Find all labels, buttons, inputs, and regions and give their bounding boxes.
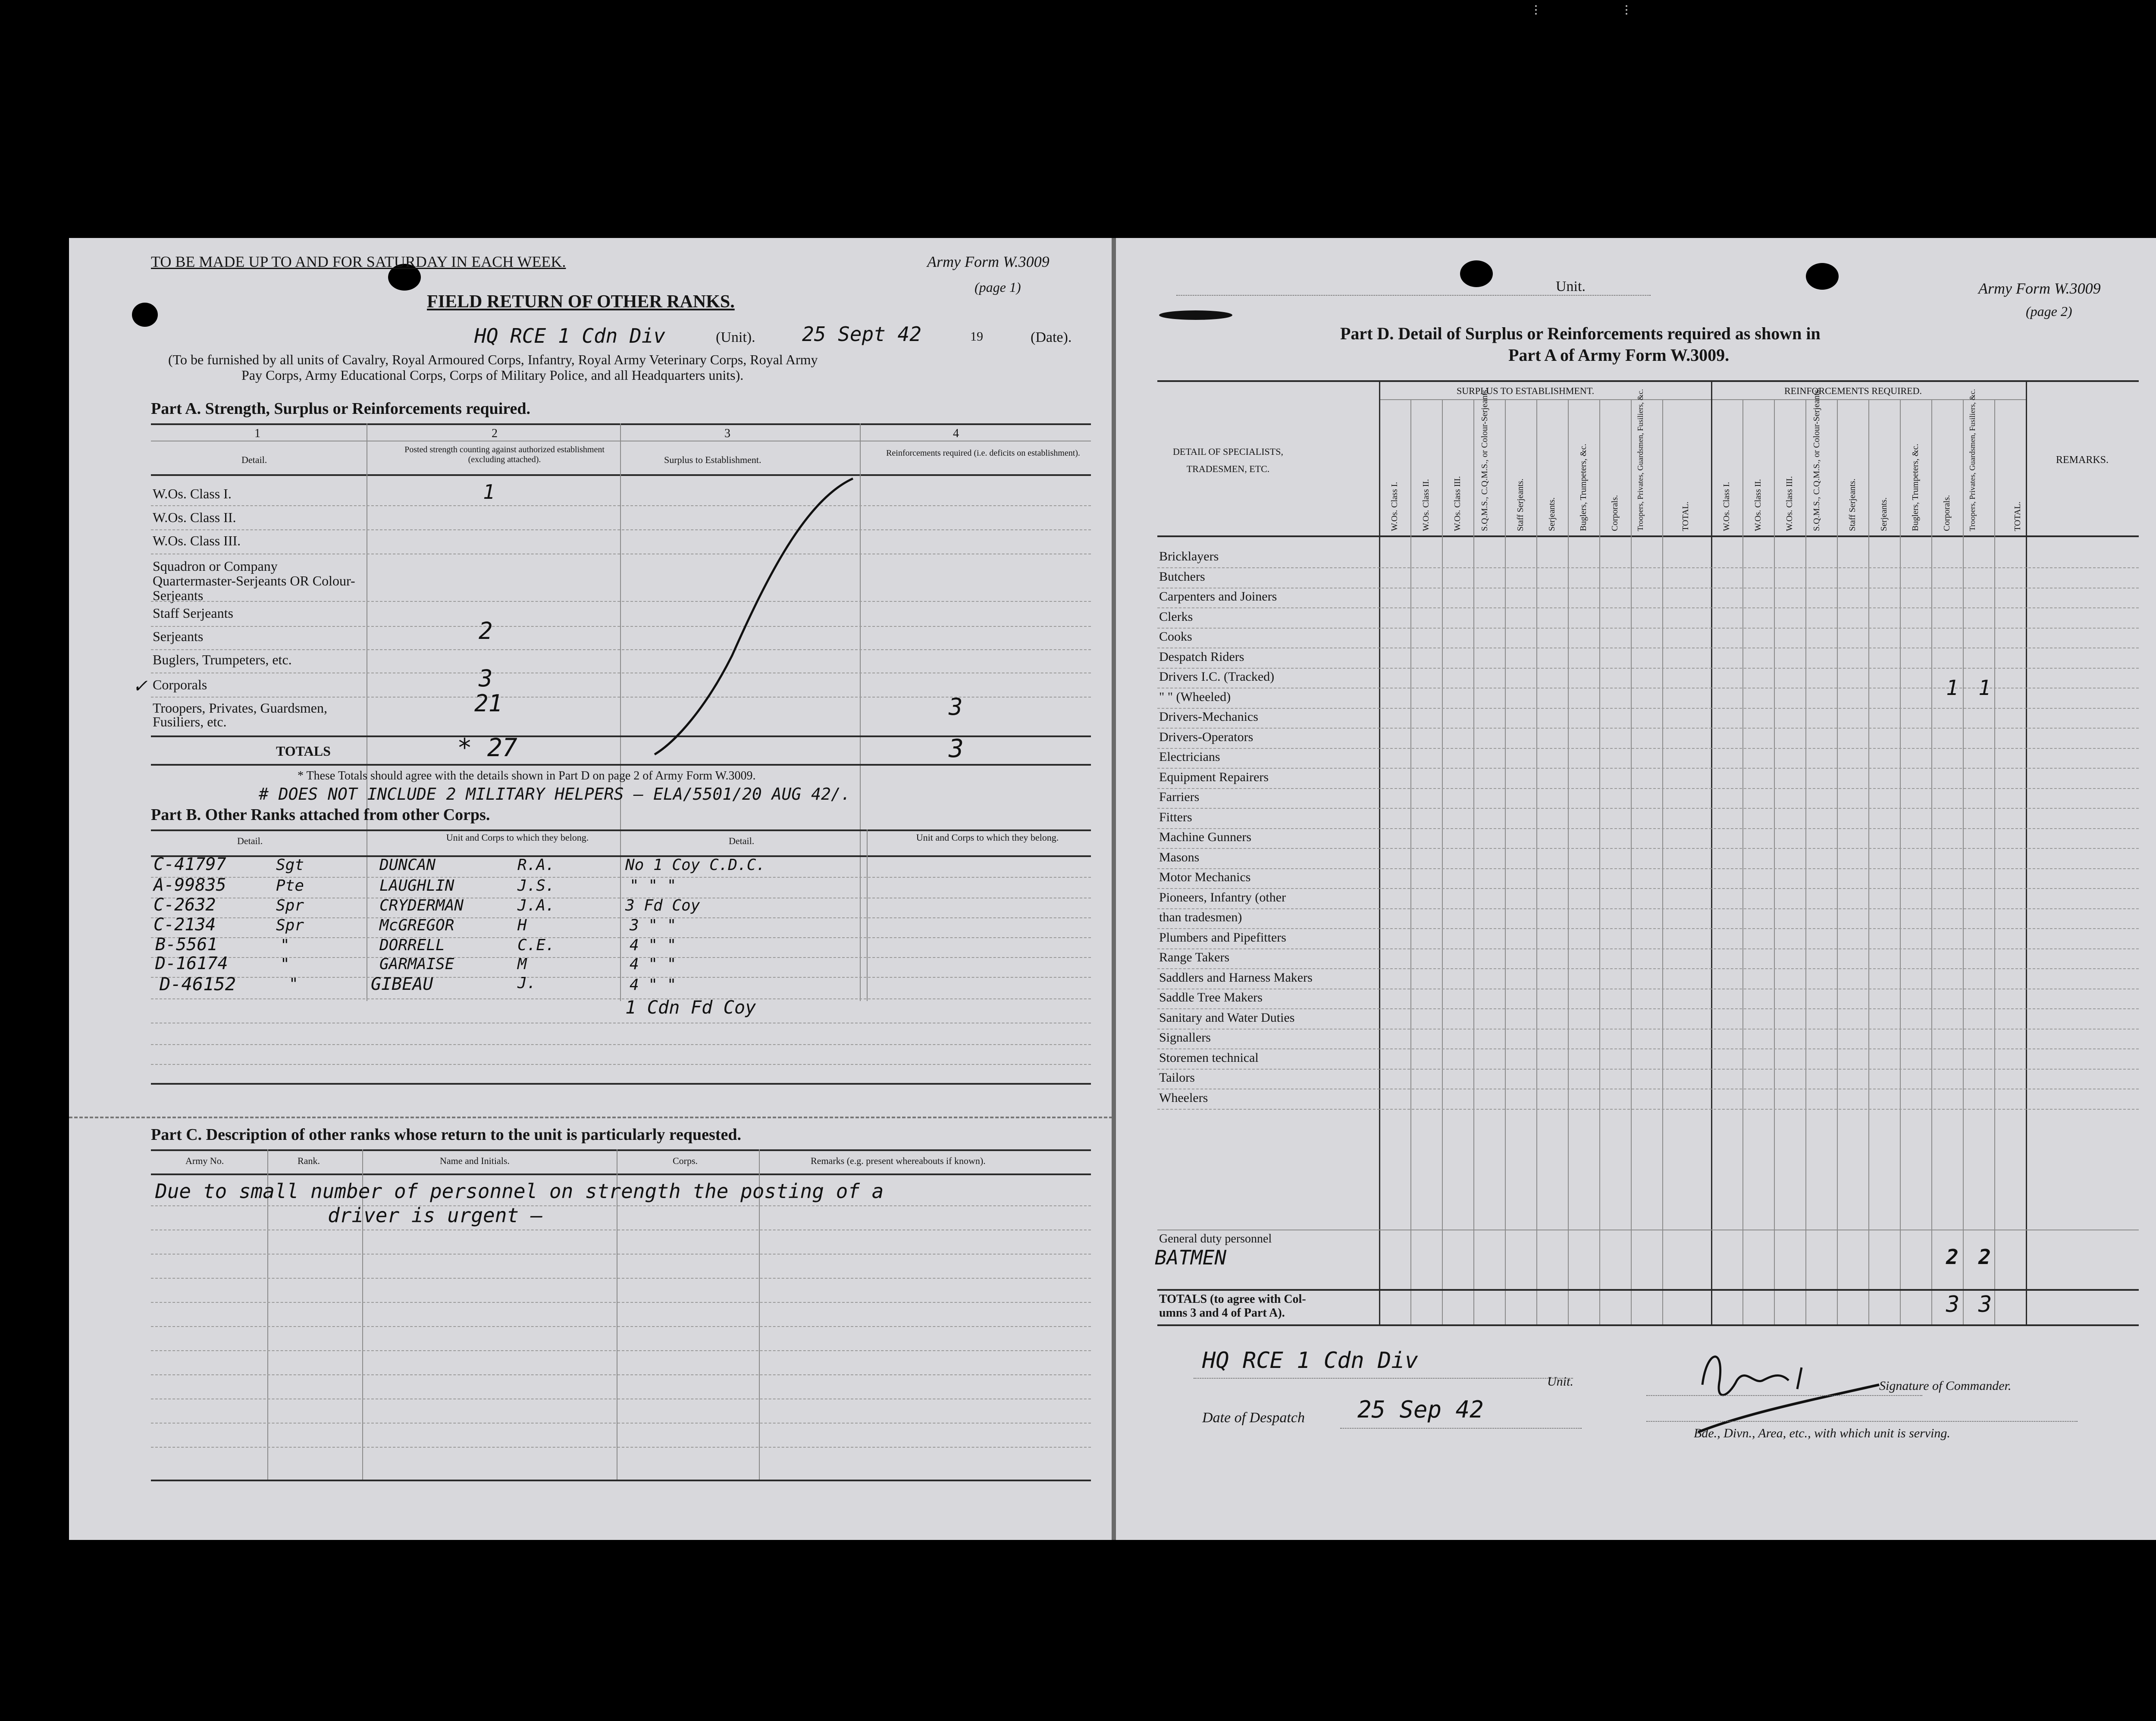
detail: 4 " "	[630, 936, 677, 954]
totals-label: umns 3 and 4 of Part A).	[1159, 1306, 1285, 1320]
soldier-name: DORRELL	[379, 936, 445, 954]
reinforcement-value: 3	[949, 693, 963, 720]
surplus-head: SURPLUS TO ESTABLISHMENT.	[1457, 385, 1595, 396]
row-rule	[1157, 828, 2139, 829]
trade-label: Carpenters and Joiners	[1159, 589, 1277, 604]
trade-label: Equipment Repairers	[1159, 770, 1269, 784]
form-page-1	[69, 238, 1112, 1540]
rule	[151, 423, 1091, 425]
column-rule	[1379, 380, 1380, 1324]
form-number: Army Form W.3009	[927, 253, 1050, 270]
trade-label: Drivers I.C. (Tracked)	[1159, 670, 1275, 684]
trade-label: Storemen technical	[1159, 1050, 1259, 1065]
row-label: W.Os. Class I.	[153, 486, 232, 501]
row-rule	[151, 957, 1091, 958]
army-number: A-99835	[154, 875, 226, 895]
handwritten-note: # DOES NOT INCLUDE 2 MILITARY HELPERS – ELA/5501/20 AUG 42/.	[259, 785, 851, 804]
column-rule	[1868, 399, 1869, 1324]
row-rule	[1157, 628, 2139, 629]
column-head: Unit and Corps to which they belong.	[446, 832, 589, 843]
trade-label: Range Takers	[1159, 950, 1230, 964]
row-rule	[1157, 948, 2139, 949]
posted-value: 21	[474, 690, 503, 717]
row-rule	[151, 1254, 1091, 1255]
column-head: Reinforcements required (i.e. deficits on establishment).	[886, 448, 1080, 458]
row-label: Troopers, Privates, Guardsmen, Fusiliers, etc.	[153, 700, 327, 729]
rank: "	[280, 936, 290, 954]
row-rule	[1157, 1048, 2139, 1049]
column-head: Rank.	[298, 1155, 320, 1166]
totals-troopers: 3	[1946, 1292, 1960, 1317]
column-head: Corporals.	[1942, 495, 1952, 531]
row-rule	[1157, 1008, 2139, 1009]
posted-value: 2	[479, 617, 493, 645]
column-number: 2	[492, 427, 498, 440]
posted-value: 1	[483, 480, 495, 504]
trade-label: Motor Mechanics	[1159, 870, 1251, 884]
wheeled-total: 1	[1978, 676, 1991, 700]
batmen-entry: BATMEN	[1155, 1246, 1227, 1269]
column-head: Army No.	[185, 1155, 224, 1166]
army-number: D-16174	[155, 954, 228, 973]
column-rule	[1900, 399, 1901, 1324]
row-rule	[1157, 748, 2139, 749]
perforation	[69, 1117, 1112, 1118]
wheeled-troopers: 1	[1946, 676, 1959, 700]
army-number: C-2134	[154, 915, 216, 935]
totals-label: TOTALS (to agree with Col-	[1159, 1292, 1306, 1306]
row-rule	[1157, 908, 2139, 909]
detail: No 1 Coy C.D.C.	[625, 856, 766, 874]
detail: 4 " "	[630, 976, 677, 994]
batmen-total: 2	[1978, 1245, 1991, 1269]
row-rule	[1157, 1109, 2139, 1110]
column-rule	[867, 829, 868, 1001]
column-rule	[1473, 399, 1474, 1324]
row-rule	[1157, 607, 2139, 608]
initials: M	[517, 955, 527, 973]
column-rule	[1742, 399, 1743, 1324]
initials: R.A.	[517, 856, 555, 874]
army-number: C-2632	[154, 895, 216, 915]
trade-label: Cooks	[1159, 629, 1192, 644]
row-rule	[1157, 567, 2139, 568]
totals-total: 3	[1978, 1292, 1992, 1317]
trade-label: Plumbers and Pipefitters	[1159, 930, 1286, 945]
totals-label: TOTALS	[276, 743, 331, 759]
row-rule	[151, 1350, 1091, 1351]
column-rule	[1631, 399, 1632, 1324]
row-rule	[1157, 888, 2139, 889]
column-head: Serjeants.	[1879, 497, 1889, 531]
rank: Spr	[276, 897, 304, 914]
detail-extra: 1 Cdn Fd Coy	[625, 997, 756, 1018]
trade-label: Bricklayers	[1159, 549, 1219, 563]
army-number: B-5561	[155, 935, 218, 954]
despatch-value: 25 Sep 42	[1357, 1396, 1484, 1423]
column-rule	[2026, 380, 2027, 1324]
trade-label: Drivers-Mechanics	[1159, 710, 1258, 724]
column-head: W.Os. Class I.	[1390, 482, 1399, 531]
column-head: Surplus to Establishment.	[664, 454, 761, 465]
date-label: (Date).	[1031, 329, 1072, 345]
rank: Sgt	[276, 856, 304, 874]
row-rule	[1157, 708, 2139, 709]
scan-speck	[1626, 5, 1632, 15]
trade-label: Electricians	[1159, 750, 1220, 764]
detail: " " "	[630, 877, 677, 895]
army-number: D-46152	[160, 973, 236, 995]
form-title: FIELD RETURN OF OTHER RANKS.	[427, 292, 735, 312]
rule	[151, 1149, 1091, 1151]
row-rule	[151, 1044, 1091, 1045]
rule	[1379, 399, 2026, 400]
column-head: Detail.	[729, 835, 755, 846]
furnish-note: (To be furnished by all units of Cavalry, Royal Armoured Corps, Infantry, Royal Army Veterinary Corps, Royal Army	[168, 352, 818, 367]
rank: "	[280, 955, 290, 973]
detail: 3 Fd Coy	[625, 897, 700, 914]
row-label: Buglers, Trumpeters, etc.	[153, 652, 292, 667]
unit-value: HQ RCE 1 Cdn Div	[1202, 1348, 1418, 1374]
row-rule	[1157, 868, 2139, 869]
trade-label: Machine Gunners	[1159, 830, 1252, 844]
soldier-name: DUNCAN	[379, 856, 436, 874]
part-d-heading: Part D. Detail of Surplus or Reinforcements required as shown in	[1340, 324, 1821, 343]
column-rule	[1568, 399, 1569, 1324]
batmen-troopers: 2	[1946, 1245, 1959, 1269]
column-head: Posted strength counting against authorized establishment (excluding attached).	[404, 445, 605, 464]
trade-label: Signallers	[1159, 1030, 1211, 1045]
row-rule	[1157, 928, 2139, 929]
column-head: W.Os. Class III.	[1453, 476, 1462, 531]
row-rule	[151, 1423, 1091, 1424]
detail: 4 " "	[630, 955, 677, 973]
row-rule	[1157, 668, 2139, 669]
punch-hole	[132, 303, 158, 327]
posted-value: 3	[479, 665, 493, 692]
trade-label: Farriers	[1159, 790, 1200, 804]
column-rule	[1711, 380, 1712, 1324]
unit-value: HQ RCE 1 Cdn Div	[474, 324, 666, 347]
row-label: Corporals	[153, 677, 207, 692]
initials: J.A.	[517, 897, 555, 914]
column-head: Troopers, Privates, Guardsmen, Fusiliers, &c.	[1968, 389, 1977, 531]
column-rule	[1837, 399, 1838, 1324]
column-head: Corporals.	[1610, 495, 1620, 531]
column-head: Unit and Corps to which they belong.	[916, 832, 1059, 843]
date-year-prefix: 19	[970, 329, 983, 344]
initials: J.	[517, 974, 536, 992]
handwritten-remark: Due to small number of personnel on strength the posting of a	[155, 1180, 884, 1203]
column-rule	[1994, 399, 1995, 1324]
column-rule	[1599, 399, 1600, 1324]
handwritten-remark: driver is urgent –	[328, 1204, 543, 1227]
row-label: W.Os. Class III.	[153, 533, 241, 548]
part-c-heading: Part C. Description of other ranks whose return to the unit is particularly requested.	[151, 1126, 741, 1144]
column-head: S.Q.M.S., C.Q.M.S., or Colour-Serjeants.	[1480, 388, 1489, 531]
column-head: Troopers, Privates, Guardsmen, Fusiliers, &c.	[1636, 389, 1645, 531]
unit-label: Unit.	[1547, 1374, 1573, 1389]
rule	[151, 1480, 1091, 1481]
column-rule	[1662, 399, 1663, 1324]
trade-label: than tradesmen)	[1159, 910, 1242, 924]
trade-label: Saddle Tree Makers	[1159, 990, 1263, 1004]
part-d-heading: Part A of Army Form W.3009.	[1508, 345, 1730, 365]
column-rule	[1963, 399, 1964, 1324]
rank: "	[289, 975, 298, 993]
column-head: Remarks (e.g. present whereabouts if known).	[811, 1155, 986, 1166]
column-number: 1	[254, 427, 260, 440]
form-page-2	[1116, 238, 2156, 1540]
column-head: S.Q.M.S., C.Q.M.S., or Colour-Serjeants.	[1812, 388, 1821, 531]
trade-label: Masons	[1159, 850, 1200, 864]
row-label: Squadron or Company Quartermaster-Serjeants OR Colour-Serjeants	[153, 558, 355, 603]
trade-label: Tailors	[1159, 1070, 1195, 1085]
column-head: W.Os. Class II.	[1753, 479, 1763, 531]
reinforcements-head: REINFORCEMENTS REQUIRED.	[1784, 385, 1922, 396]
column-rule	[860, 423, 861, 1001]
ink-smudge	[1159, 310, 1232, 320]
row-rule	[1157, 768, 2139, 769]
soldier-name: LAUGHLIN	[379, 877, 454, 895]
despatch-label: Date of Despatch	[1202, 1410, 1305, 1426]
remarks-head: REMARKS.	[2056, 454, 2109, 466]
column-head: Staff Serjeants.	[1516, 479, 1525, 531]
row-rule	[151, 1447, 1091, 1448]
detail-column-head: DETAIL OF SPECIALISTS, TRADESMEN, ETC.	[1173, 446, 1283, 474]
row-rule	[1157, 968, 2139, 969]
column-head: Buglers, Trumpeters, &c.	[1911, 444, 1920, 531]
trade-label: Despatch Riders	[1159, 649, 1244, 664]
column-head: Detail.	[241, 454, 267, 465]
row-rule	[151, 1374, 1091, 1375]
column-rule	[1805, 399, 1806, 1324]
row-rule	[151, 1205, 1091, 1206]
trade-label: Drivers-Operators	[1159, 729, 1253, 744]
initials: H	[517, 917, 527, 934]
row-rule	[151, 998, 1091, 999]
row-label: W.Os. Class II.	[153, 510, 236, 525]
rule	[151, 1083, 1091, 1085]
general-duty-label: General duty personnel	[1159, 1232, 1272, 1245]
rule	[1157, 1324, 2139, 1326]
column-rule	[1442, 399, 1443, 1324]
rule	[151, 829, 1091, 831]
soldier-name: GIBEAU	[371, 974, 433, 994]
army-number: C-41797	[154, 854, 226, 874]
rank: Spr	[276, 917, 304, 934]
trade-label: Fitters	[1159, 810, 1192, 824]
signature-line	[1646, 1395, 1922, 1396]
row-rule	[1157, 788, 2139, 789]
column-head: TOTAL.	[2013, 501, 2022, 531]
signature-line	[1194, 1378, 1573, 1379]
part-b-heading: Part B. Other Ranks attached from other Corps.	[151, 806, 490, 824]
signature-line	[1646, 1421, 2078, 1422]
row-rule	[1157, 728, 2139, 729]
form-number: Army Form W.3009	[1978, 280, 2101, 297]
page-number: (page 2)	[2026, 304, 2072, 319]
initials: C.E.	[517, 936, 555, 954]
rule	[151, 1173, 1091, 1175]
date-value: 25 Sept 42	[802, 322, 921, 346]
column-rule	[1505, 399, 1506, 1324]
column-head: Corps.	[673, 1155, 698, 1166]
rule	[1157, 380, 2139, 382]
rule	[1157, 1289, 2139, 1291]
column-rule	[1774, 399, 1775, 1324]
column-head: W.Os. Class II.	[1421, 479, 1431, 531]
row-label: Staff Serjeants	[153, 605, 233, 621]
soldier-name: CRYDERMAN	[379, 897, 464, 914]
column-head: Serjeants.	[1547, 497, 1557, 531]
trade-label: " " (Wheeled)	[1159, 689, 1231, 704]
trade-label: Butchers	[1159, 569, 1205, 584]
surplus-strike-line	[620, 474, 860, 759]
trade-label: Wheelers	[1159, 1090, 1208, 1105]
unit-label: (Unit).	[716, 329, 755, 345]
part-a-heading: Part A. Strength, Surplus or Reinforcements required.	[151, 400, 530, 418]
totals-reinforcements: 3	[949, 734, 964, 763]
trade-label: Sanitary and Water Duties	[1159, 1010, 1295, 1025]
row-rule	[151, 1278, 1091, 1279]
row-rule	[151, 1302, 1091, 1303]
row-rule	[1157, 1069, 2139, 1070]
margin-tick: ✓	[134, 673, 146, 698]
column-rule	[1931, 399, 1932, 1324]
column-head: Name and Initials.	[440, 1155, 510, 1166]
column-head: W.Os. Class I.	[1722, 482, 1731, 531]
punch-hole	[1460, 260, 1493, 287]
column-head: Buglers, Trumpeters, &c.	[1579, 444, 1588, 531]
trade-label: Clerks	[1159, 609, 1193, 624]
column-head: TOTAL.	[1681, 501, 1690, 531]
serving-label: Bde., Divn., Area, etc., with which unit is serving.	[1694, 1426, 1950, 1440]
column-head: Detail.	[237, 835, 263, 846]
punch-hole	[1806, 263, 1839, 290]
rule	[151, 764, 1091, 766]
row-rule	[151, 937, 1091, 938]
furnish-note: Pay Corps, Army Educational Corps, Corps of Military Police, and all Headquarters units).	[241, 367, 744, 383]
column-rule	[1410, 399, 1411, 1324]
unit-label: Unit.	[1556, 278, 1586, 294]
page-number: (page 1)	[975, 279, 1021, 295]
column-number: 4	[953, 427, 959, 440]
signature-line	[1340, 1428, 1582, 1429]
rule	[1157, 535, 2139, 537]
row-rule	[1157, 808, 2139, 809]
instruction-text: TO BE MADE UP TO AND FOR SATURDAY IN EACH WEEK.	[151, 253, 566, 270]
initials: J.S.	[517, 877, 555, 895]
signature-label: Signature of Commander.	[1879, 1379, 2012, 1393]
row-rule	[151, 1326, 1091, 1327]
totals-footnote: * These Totals should agree with the details shown in Part D on page 2 of Army Form W.3009.	[298, 769, 756, 782]
trade-label: Saddlers and Harness Makers	[1159, 970, 1313, 985]
soldier-name: GARMAISE	[379, 955, 454, 973]
detail: 3 " "	[630, 917, 677, 934]
row-rule	[1157, 848, 2139, 849]
column-rule	[1536, 399, 1537, 1324]
scan-speck	[1535, 5, 1541, 15]
soldier-name: McGREGOR	[379, 917, 454, 934]
column-head: Staff Serjeants.	[1848, 479, 1857, 531]
row-rule	[151, 1064, 1091, 1065]
row-label: Serjeants	[153, 629, 204, 644]
trade-label: Pioneers, Infantry (other	[1159, 890, 1286, 904]
column-number: 3	[724, 427, 730, 440]
column-head: W.Os. Class III.	[1785, 476, 1794, 531]
totals-posted: * 27	[457, 733, 517, 762]
rank: Pte	[276, 877, 304, 895]
unit-line	[1176, 295, 1651, 296]
